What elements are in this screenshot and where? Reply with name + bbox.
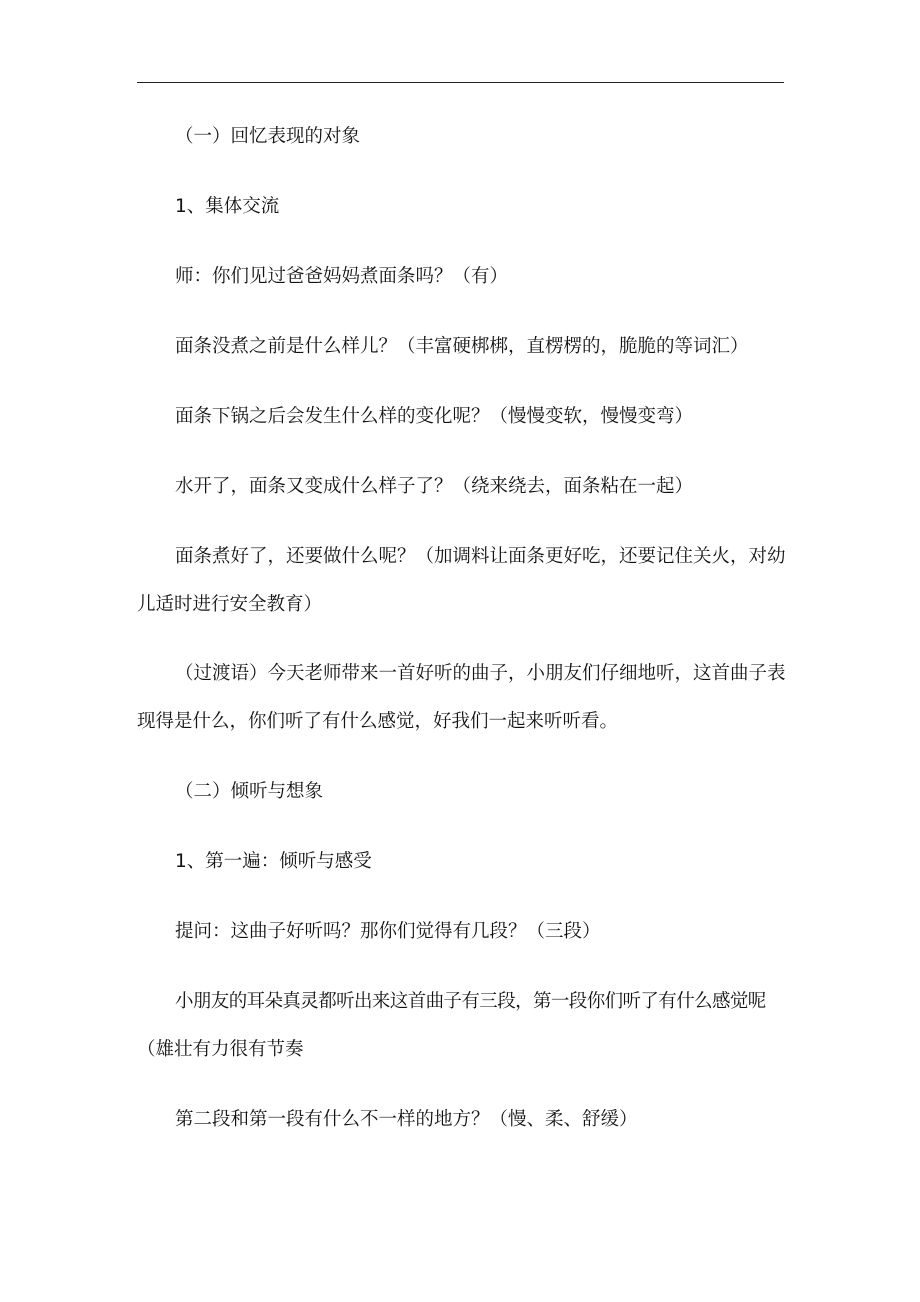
list-item (137, 183, 787, 231)
paragraph (137, 323, 787, 371)
paragraph-line: 小朋友的耳朵真灵都听出来这首曲子有三段，第一段你们听了有什么感觉呢 (175, 991, 766, 1012)
section-heading (137, 113, 787, 161)
paragraph-line: （二）倾听与想象 (175, 781, 324, 802)
paragraph (137, 253, 787, 301)
paragraph-line: 儿适时进行安全教育） (137, 594, 323, 615)
paragraph (137, 463, 787, 511)
paragraph-line: 水开了，面条又变成什么样子了？（绕来绕去，面条粘在一起） (175, 476, 694, 497)
paragraph (137, 978, 787, 1074)
paragraph-line: 1、第一遍：倾听与感受 (175, 851, 372, 872)
paragraph-line: 提问：这曲子好听吗？那你们觉得有几段？（三段） (175, 921, 601, 942)
paragraph-line: 面条没煮之前是什么样儿？（丰富硬梆梆，直楞楞的，脆脆的等词汇） (175, 336, 749, 357)
paragraph-line: 现得是什么，你们听了有什么感觉，好我们一起来听听看。 (137, 711, 619, 732)
paragraph-line: 第二段和第一段有什么不一样的地方？（慢、柔、舒缓） (175, 1109, 638, 1130)
section-heading (137, 768, 787, 816)
paragraph-line: （过渡语）今天老师带来一首好听的曲子，小朋友们仔细地听，这首曲子表 (175, 663, 786, 684)
paragraph (137, 908, 787, 956)
paragraph (137, 533, 787, 629)
paragraph (137, 393, 787, 441)
paragraph-line: （雄壮有力很有节奏 (137, 1039, 304, 1060)
header-rule (137, 82, 784, 83)
paragraph-line: 面条下锅之后会发生什么样的变化呢？（慢慢变软，慢慢变弯） (175, 406, 694, 427)
paragraph-line: 1、集体交流 (175, 196, 280, 217)
list-item (137, 838, 787, 886)
paragraph-line: 面条煮好了，还要做什么呢？（加调料让面条更好吃，还要记住关火，对幼 (175, 546, 786, 567)
paragraph (137, 650, 787, 746)
paragraph-line: 师：你们见过爸爸妈妈煮面条吗？（有） (175, 266, 509, 287)
paragraph (137, 1096, 787, 1144)
paragraph-line: （一）回忆表现的对象 (175, 126, 361, 147)
